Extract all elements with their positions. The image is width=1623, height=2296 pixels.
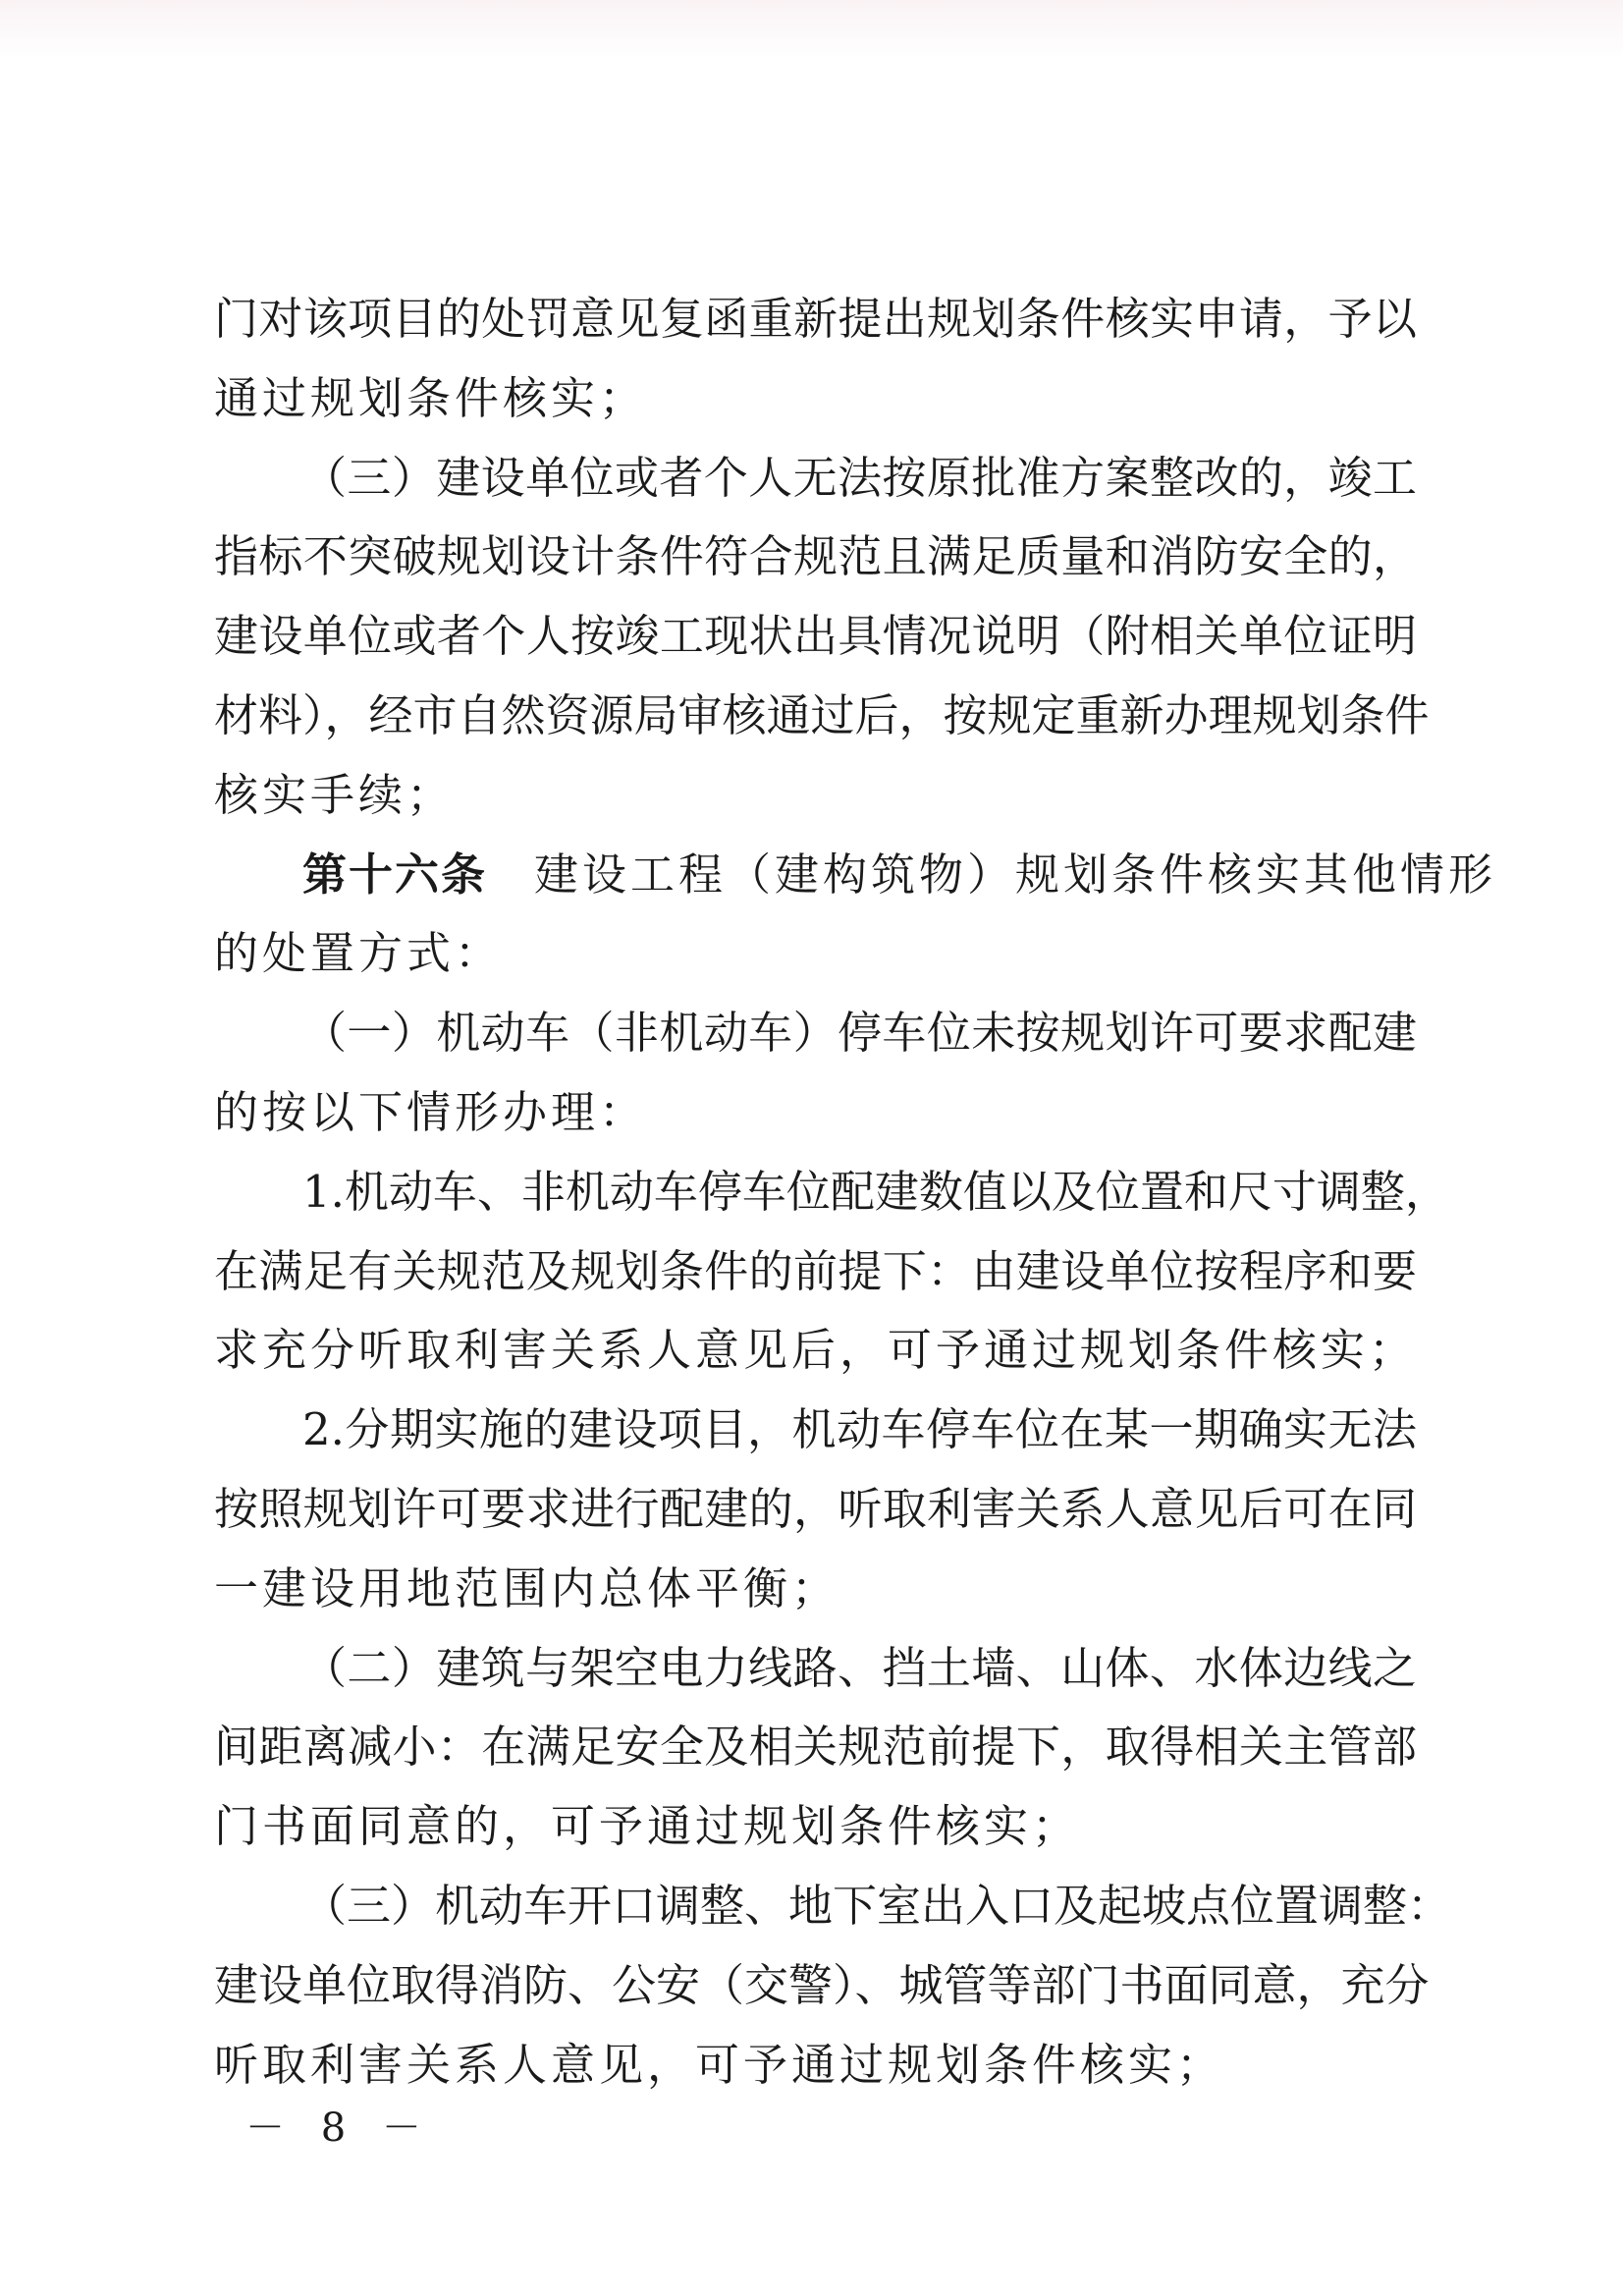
text-line: 一建设用地范围内总体平衡； [214,1561,840,1614]
scan-edge-tint [0,0,1623,59]
text-line: 听取利害关系人意见，可予通过规划条件核实； [214,2038,1225,2091]
text-line: 2.分期实施的建设项目，机动车停车位在某一期确实无法 [302,1403,1417,1456]
text-line: 通过规划条件核实； [214,371,648,424]
text-line: 按照规划许可要求进行配建的，听取利害关系人意见后可在同 [214,1482,1417,1535]
text-line: （三）机动车开口调整、地下室出入口及起坡点位置调整： [302,1879,1452,1932]
text-line: 建设单位或者个人按竣工现状出具情况说明（附相关单位证明 [214,610,1417,663]
text-line: 在满足有关规范及规划条件的前提下：由建设单位按程序和要 [214,1244,1417,1297]
text-line: （一）机动车（非机动车）停车位未按规划许可要求配建 [302,1007,1417,1060]
text-line: 指标不突破规划设计条件符合规范且满足质量和消防安全的， [214,530,1417,583]
text-line: 材料），经市自然资源局审核通过后，按规定重新办理规划条件 [214,688,1430,741]
article-label: 第十六条 [302,847,488,901]
document-body [214,280,1497,2105]
text-line: 核实手续； [214,768,456,821]
text-line: （二）建筑与架空电力线路、挡土墙、山体、水体边线之 [302,1641,1417,1694]
text-line: 门书面同意的，可予通过规划条件核实； [214,1800,1081,1853]
article-heading-text: 建设工程（建构筑物）规划条件核实其他情形 [534,847,1497,901]
text-line: 求充分听取利害关系人意见后，可予通过规划条件核实； [214,1324,1418,1377]
text-line: 间距离减小：在满足安全及相关规范前提下，取得相关主管部 [214,1721,1417,1774]
text-line: 的处置方式： [214,927,504,980]
text-line: （三）建设单位或者个人无法按原批准方案整改的，竣工 [302,451,1417,504]
text-line: 门对该项目的处罚意见复函重新提出规划条件核实申请，予以 [214,293,1417,345]
page-number: － 8 － [245,2105,433,2151]
article-heading-line [214,836,1497,915]
text-line: 建设单位取得消防、公安（交警）、城管等部门书面同意，充分 [214,1958,1430,2011]
text-line: 的按以下情形办理： [214,1085,648,1138]
text-line: 1.机动车、非机动车停车位配建数值以及位置和尺寸调整， [302,1165,1449,1218]
